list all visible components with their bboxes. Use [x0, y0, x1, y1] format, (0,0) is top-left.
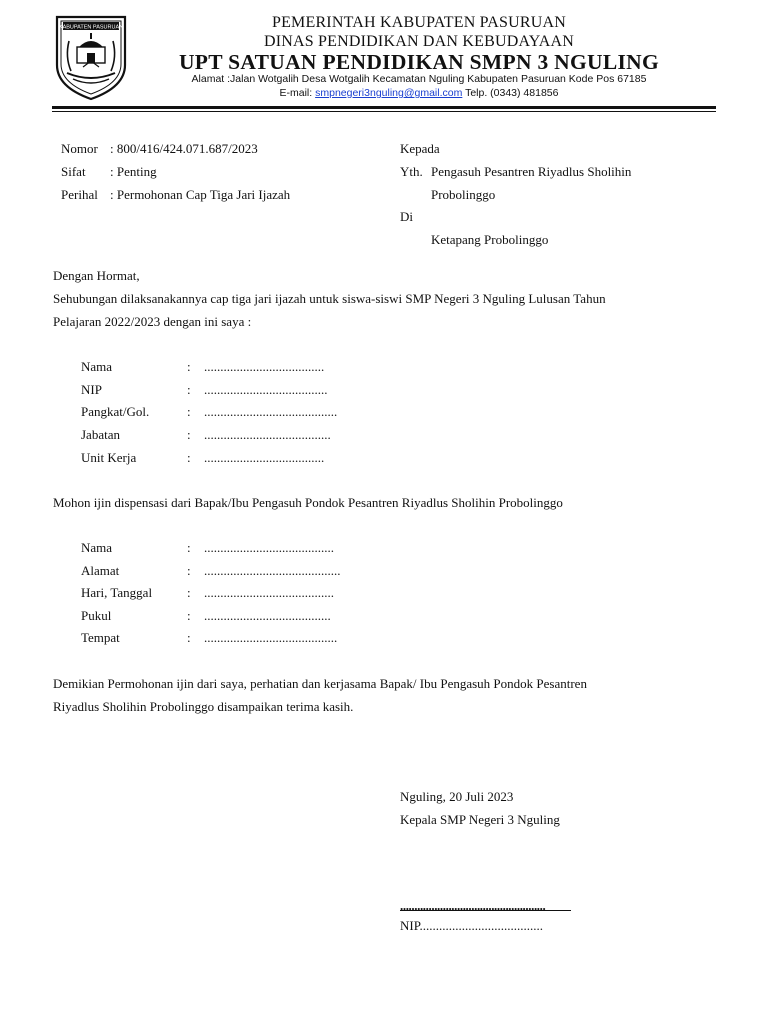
form2-label-tempat: Tempat: [81, 630, 120, 645]
closing-line-1: Demikian Permohonan ijin dari saya, perhatian dan kerjasama Bapak/ Ibu Pengasuh Pondok Pesantren: [53, 676, 587, 691]
perihal-value: : Permohonan Cap Tiga Jari Ijazah: [110, 187, 291, 202]
form1-colon: :: [187, 359, 191, 374]
form1-colon: :: [187, 404, 191, 419]
recipient-place: Ketapang Probolinggo: [431, 232, 549, 247]
form1-label-nip: NIP: [81, 382, 102, 397]
form1-label-jabatan: Jabatan: [81, 427, 120, 442]
form1-dots-nama: .....................................: [204, 359, 325, 374]
form2-dots-nama: ........................................: [204, 540, 334, 555]
form1-dots-nip: ......................................: [204, 382, 328, 397]
form1-colon: :: [187, 382, 191, 397]
request-sentence: Mohon ijin dispensasi dari Bapak/Ibu Pengasuh Pondok Pesantren Riyadlus Sholihin Probolinggo: [53, 495, 563, 510]
form2-dots-tempat: .........................................: [204, 630, 338, 645]
form2-dots-alamat: ..........................................: [204, 563, 341, 578]
department-name: DINAS PENDIDIKAN DAN KEBUDAYAAN: [263, 33, 575, 50]
form2-colon: :: [187, 563, 191, 578]
signature-underline: [400, 910, 571, 911]
signature-place-date: Nguling, 20 Juli 2023: [400, 789, 514, 804]
signature-nip: NIP......................................: [400, 918, 544, 933]
nomor-value: : 800/416/424.071.687/2023: [110, 141, 258, 156]
recipient-kepada: Kepada: [400, 141, 440, 156]
greeting: Dengan Hormat,: [53, 268, 140, 283]
form2-colon: :: [187, 540, 191, 555]
signature-name-blank: ...................................................: [400, 898, 546, 913]
form2-dots-hari-tanggal: ........................................: [204, 585, 334, 600]
form1-dots-unit-kerja: .....................................: [204, 450, 325, 465]
form2-label-alamat: Alamat: [81, 563, 120, 578]
recipient-name: Pengasuh Pesantren Riyadlus Sholihin: [431, 164, 632, 179]
form2-dots-pukul: .......................................: [204, 608, 331, 623]
school-address: Alamat :Jalan Wotgalih Desa Wotgalih Kecamatan Nguling Kabupaten Pasuruan Kode Pos 67185: [191, 73, 647, 85]
paragraph-1-line-1: Sehubungan dilaksanakannya cap tiga jari ijazah untuk siswa-siswi SMP Negeri 3 Nguling Lulusan Tahun: [53, 291, 606, 306]
logo-text: KABUPATEN PASURUAN: [58, 24, 124, 31]
closing-line-2: Riyadlus Sholihin Probolinggo disampaikan terima kasih.: [53, 699, 354, 714]
government-name: PEMERINTAH KABUPATEN PASURUAN: [271, 14, 567, 31]
recipient-yth: Yth.: [400, 164, 423, 179]
form1-colon: :: [187, 450, 191, 465]
form1-dots-pangkat: .........................................: [204, 404, 338, 419]
contact-line: [130, 87, 708, 99]
form1-label-nama: Nama: [81, 359, 113, 374]
form1-colon: :: [187, 427, 191, 442]
paragraph-1-line-2: Pelajaran 2022/2023 dengan ini saya :: [53, 314, 252, 329]
form2-colon: :: [187, 608, 191, 623]
regency-logo-icon: [53, 13, 129, 101]
form2-label-hari-tanggal: Hari, Tanggal: [81, 585, 153, 600]
nomor-label: Nomor: [61, 141, 98, 156]
email-label: E-mail:: [279, 87, 316, 99]
sifat-label: Sifat: [61, 164, 86, 179]
form1-label-unit-kerja: Unit Kerja: [81, 450, 137, 465]
signature-position: Kepala SMP Negeri 3 Nguling: [400, 812, 560, 827]
recipient-city: Probolinggo: [431, 187, 496, 202]
form2-colon: :: [187, 585, 191, 600]
perihal-label: Perihal: [61, 187, 98, 202]
school-name: UPT SATUAN PENDIDIKAN SMPN 3 NGULING: [178, 50, 660, 74]
email-link[interactable]: smpnegeri3nguling@gmail.com: [315, 87, 463, 99]
recipient-di: Di: [400, 209, 413, 224]
form1-label-pangkat: Pangkat/Gol.: [81, 404, 150, 419]
form2-colon: :: [187, 630, 191, 645]
form1-dots-jabatan: .......................................: [204, 427, 331, 442]
phone-text: Telp. (0343) 481856: [462, 87, 559, 99]
letterhead-divider-thick: [52, 106, 716, 109]
form2-label-nama: Nama: [81, 540, 113, 555]
sifat-value: : Penting: [110, 164, 157, 179]
letterhead-divider-thin: [52, 111, 716, 112]
form2-label-pukul: Pukul: [81, 608, 112, 623]
